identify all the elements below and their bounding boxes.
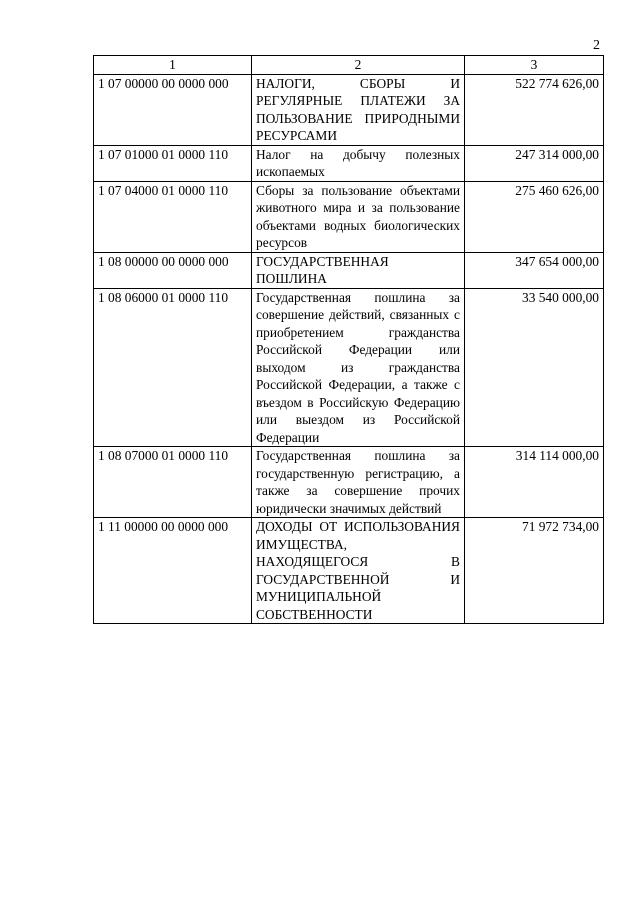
revenue-amount: 314 114 000,00	[465, 447, 604, 518]
revenue-code: 1 07 01000 01 0000 110	[94, 145, 252, 181]
revenue-amount: 347 654 000,00	[465, 252, 604, 288]
table-row	[94, 288, 604, 447]
revenue-amount: 33 540 000,00	[465, 288, 604, 447]
revenue-code: 1 08 07000 01 0000 110	[94, 447, 252, 518]
revenue-name: ГОСУДАРСТВЕННАЯ ПОШЛИНА	[252, 252, 465, 288]
table-body	[94, 74, 604, 624]
header-row	[94, 56, 604, 75]
revenue-amount: 247 314 000,00	[465, 145, 604, 181]
revenue-code: 1 08 06000 01 0000 110	[94, 288, 252, 447]
table-header	[94, 56, 604, 75]
revenue-code: 1 08 00000 00 0000 000	[94, 252, 252, 288]
table-row	[94, 145, 604, 181]
column-header-2: 2	[252, 56, 465, 75]
revenue-name: Государственная пошлина за государственную регистрацию, а также за совершение прочих юридически значимых действий	[252, 447, 465, 518]
revenue-table	[93, 55, 604, 624]
revenue-name: Государственная пошлина за совершение действий, связанных с приобретением гражданства Российской Федерации или выходом из гражданства Российской Федерации, а также с въездом в Российскую Федерацию или выездом из Российской Федерации	[252, 288, 465, 447]
revenue-name: Налог на добычу полезных ископаемых	[252, 145, 465, 181]
revenue-code: 1 07 00000 00 0000 000	[94, 74, 252, 145]
revenue-code: 1 11 00000 00 0000 000	[94, 518, 252, 624]
table-row	[94, 518, 604, 624]
revenue-amount: 71 972 734,00	[465, 518, 604, 624]
revenue-name: Сборы за пользование объектами животного мира и за пользование объектами водных биологических ресурсов	[252, 181, 465, 252]
revenue-code: 1 07 04000 01 0000 110	[94, 181, 252, 252]
table-row	[94, 74, 604, 145]
revenue-name: НАЛОГИ, СБОРЫ И РЕГУЛЯРНЫЕ ПЛАТЕЖИ ЗА ПОЛЬЗОВАНИЕ ПРИРОДНЫМИ РЕСУРСАМИ	[252, 74, 465, 145]
table-row	[94, 447, 604, 518]
revenue-amount: 275 460 626,00	[465, 181, 604, 252]
column-header-1: 1	[94, 56, 252, 75]
table-row	[94, 252, 604, 288]
table-row	[94, 181, 604, 252]
revenue-amount: 522 774 626,00	[465, 74, 604, 145]
revenue-name: ДОХОДЫ ОТ ИСПОЛЬЗОВАНИЯ ИМУЩЕСТВА, НАХОДЯЩЕГОСЯ В ГОСУДАРСТВЕННОЙ И МУНИЦИПАЛЬНОЙ СОБСТВЕННОСТИ	[252, 518, 465, 624]
column-header-3: 3	[465, 56, 604, 75]
page-number: 2	[593, 38, 600, 53]
